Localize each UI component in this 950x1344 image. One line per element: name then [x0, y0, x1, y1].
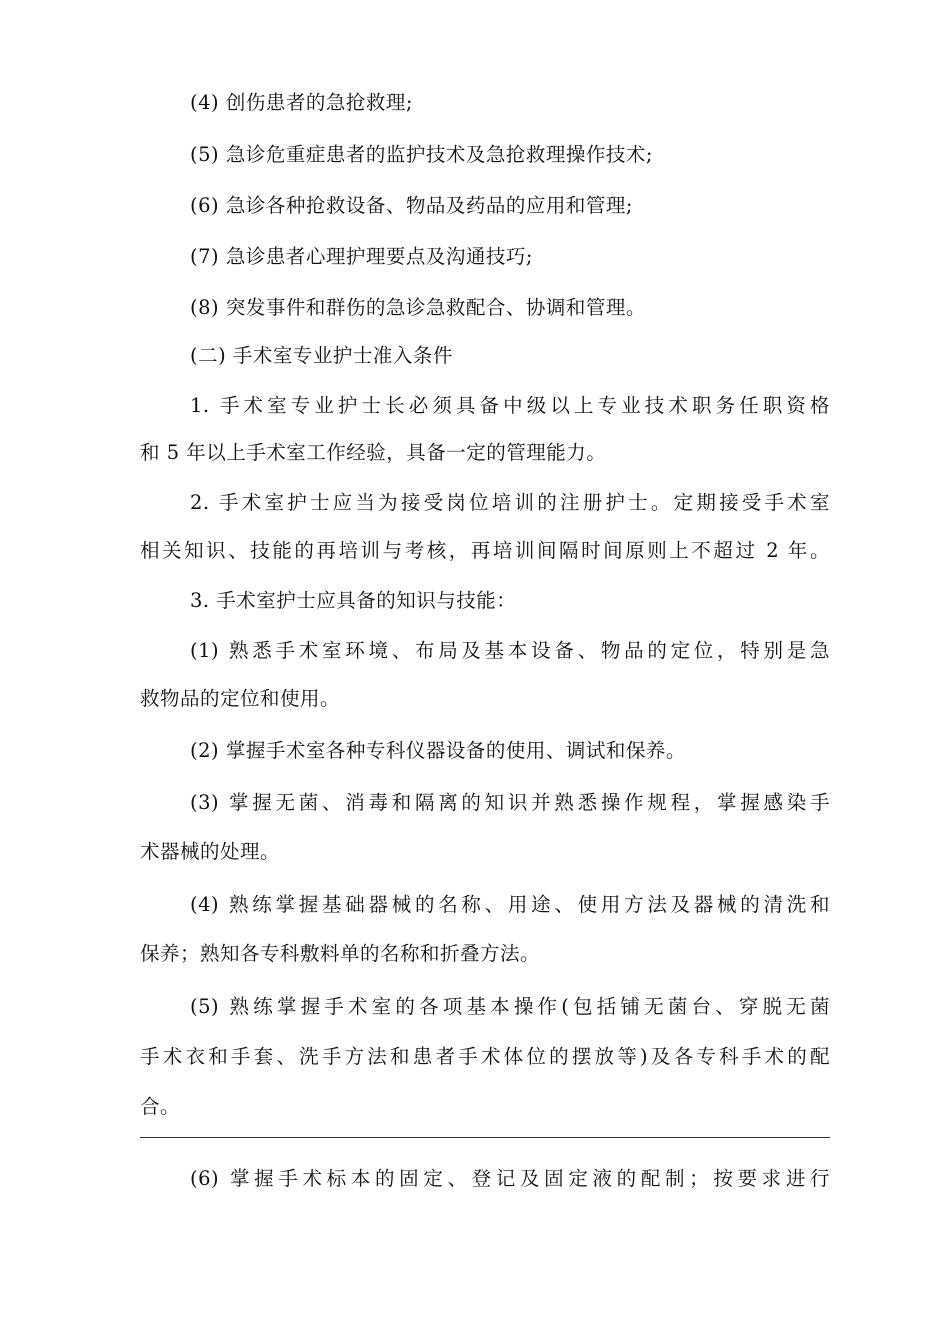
paragraph-1-line-2: 和 5 年以上手术室工作经验，具备一定的管理能力。 — [140, 441, 607, 464]
paragraph-2-line-2: 相关知识、技能的再培训与考核，再培训间隔时间原则上不超过 2 年。 — [140, 539, 830, 562]
section-heading: (二) 手术室专业护士准入条件 — [190, 344, 453, 367]
item-5-line-3: 合。 — [140, 1095, 181, 1118]
item-3-line-2: 术器械的处理。 — [140, 840, 281, 863]
item-3-line-1: (3) 掌握无菌、消毒和隔离的知识并熟悉操作规程，掌握感染手 — [190, 791, 830, 814]
item-4-line-2: 保养；熟知各专科敷料单的名称和折叠方法。 — [140, 942, 541, 965]
list-item-5-monitoring: (5) 急诊危重症患者的监护技术及急抢救理操作技术; — [190, 143, 653, 166]
page-divider — [140, 1137, 830, 1138]
list-item-7-psychology: (7) 急诊患者心理护理要点及沟通技巧; — [190, 245, 533, 268]
item-1-line-1: (1) 熟悉手术室环境、布局及基本设备、物品的定位，特别是急 — [190, 639, 830, 662]
list-item-6-equipment: (6) 急诊各种抢救设备、物品及药品的应用和管理; — [190, 194, 633, 217]
item-1-line-2: 救物品的定位和使用。 — [140, 687, 341, 710]
paragraph-1-line-1: 1. 手术室专业护士长必须具备中级以上专业技术职务任职资格 — [190, 394, 830, 417]
item-2: (2) 掌握手术室各种专科仪器设备的使用、调试和保养。 — [190, 739, 686, 762]
paragraph-2-line-1: 2. 手术室护士应当为接受岗位培训的注册护士。定期接受手术室 — [190, 491, 830, 514]
item-5-line-1: (5) 熟练掌握手术室的各项基本操作(包括铺无菌台、穿脱无菌 — [190, 995, 830, 1018]
list-item-4-trauma: (4) 创伤患者的急抢救理; — [190, 91, 413, 114]
list-item-8-emergency: (8) 突发事件和群伤的急诊急救配合、协调和管理。 — [190, 296, 646, 319]
item-4-line-1: (4) 熟练掌握基础器械的名称、用途、使用方法及器械的清洗和 — [190, 893, 830, 916]
paragraph-3: 3. 手术室护士应具备的知识与技能： — [190, 589, 517, 612]
item-5-line-2: 手术衣和手套、洗手方法和患者手术体位的摆放等)及各专科手术的配 — [140, 1045, 830, 1068]
item-6-line-1: (6) 掌握手术标本的固定、登记及固定液的配制；按要求进行 — [190, 1167, 830, 1190]
